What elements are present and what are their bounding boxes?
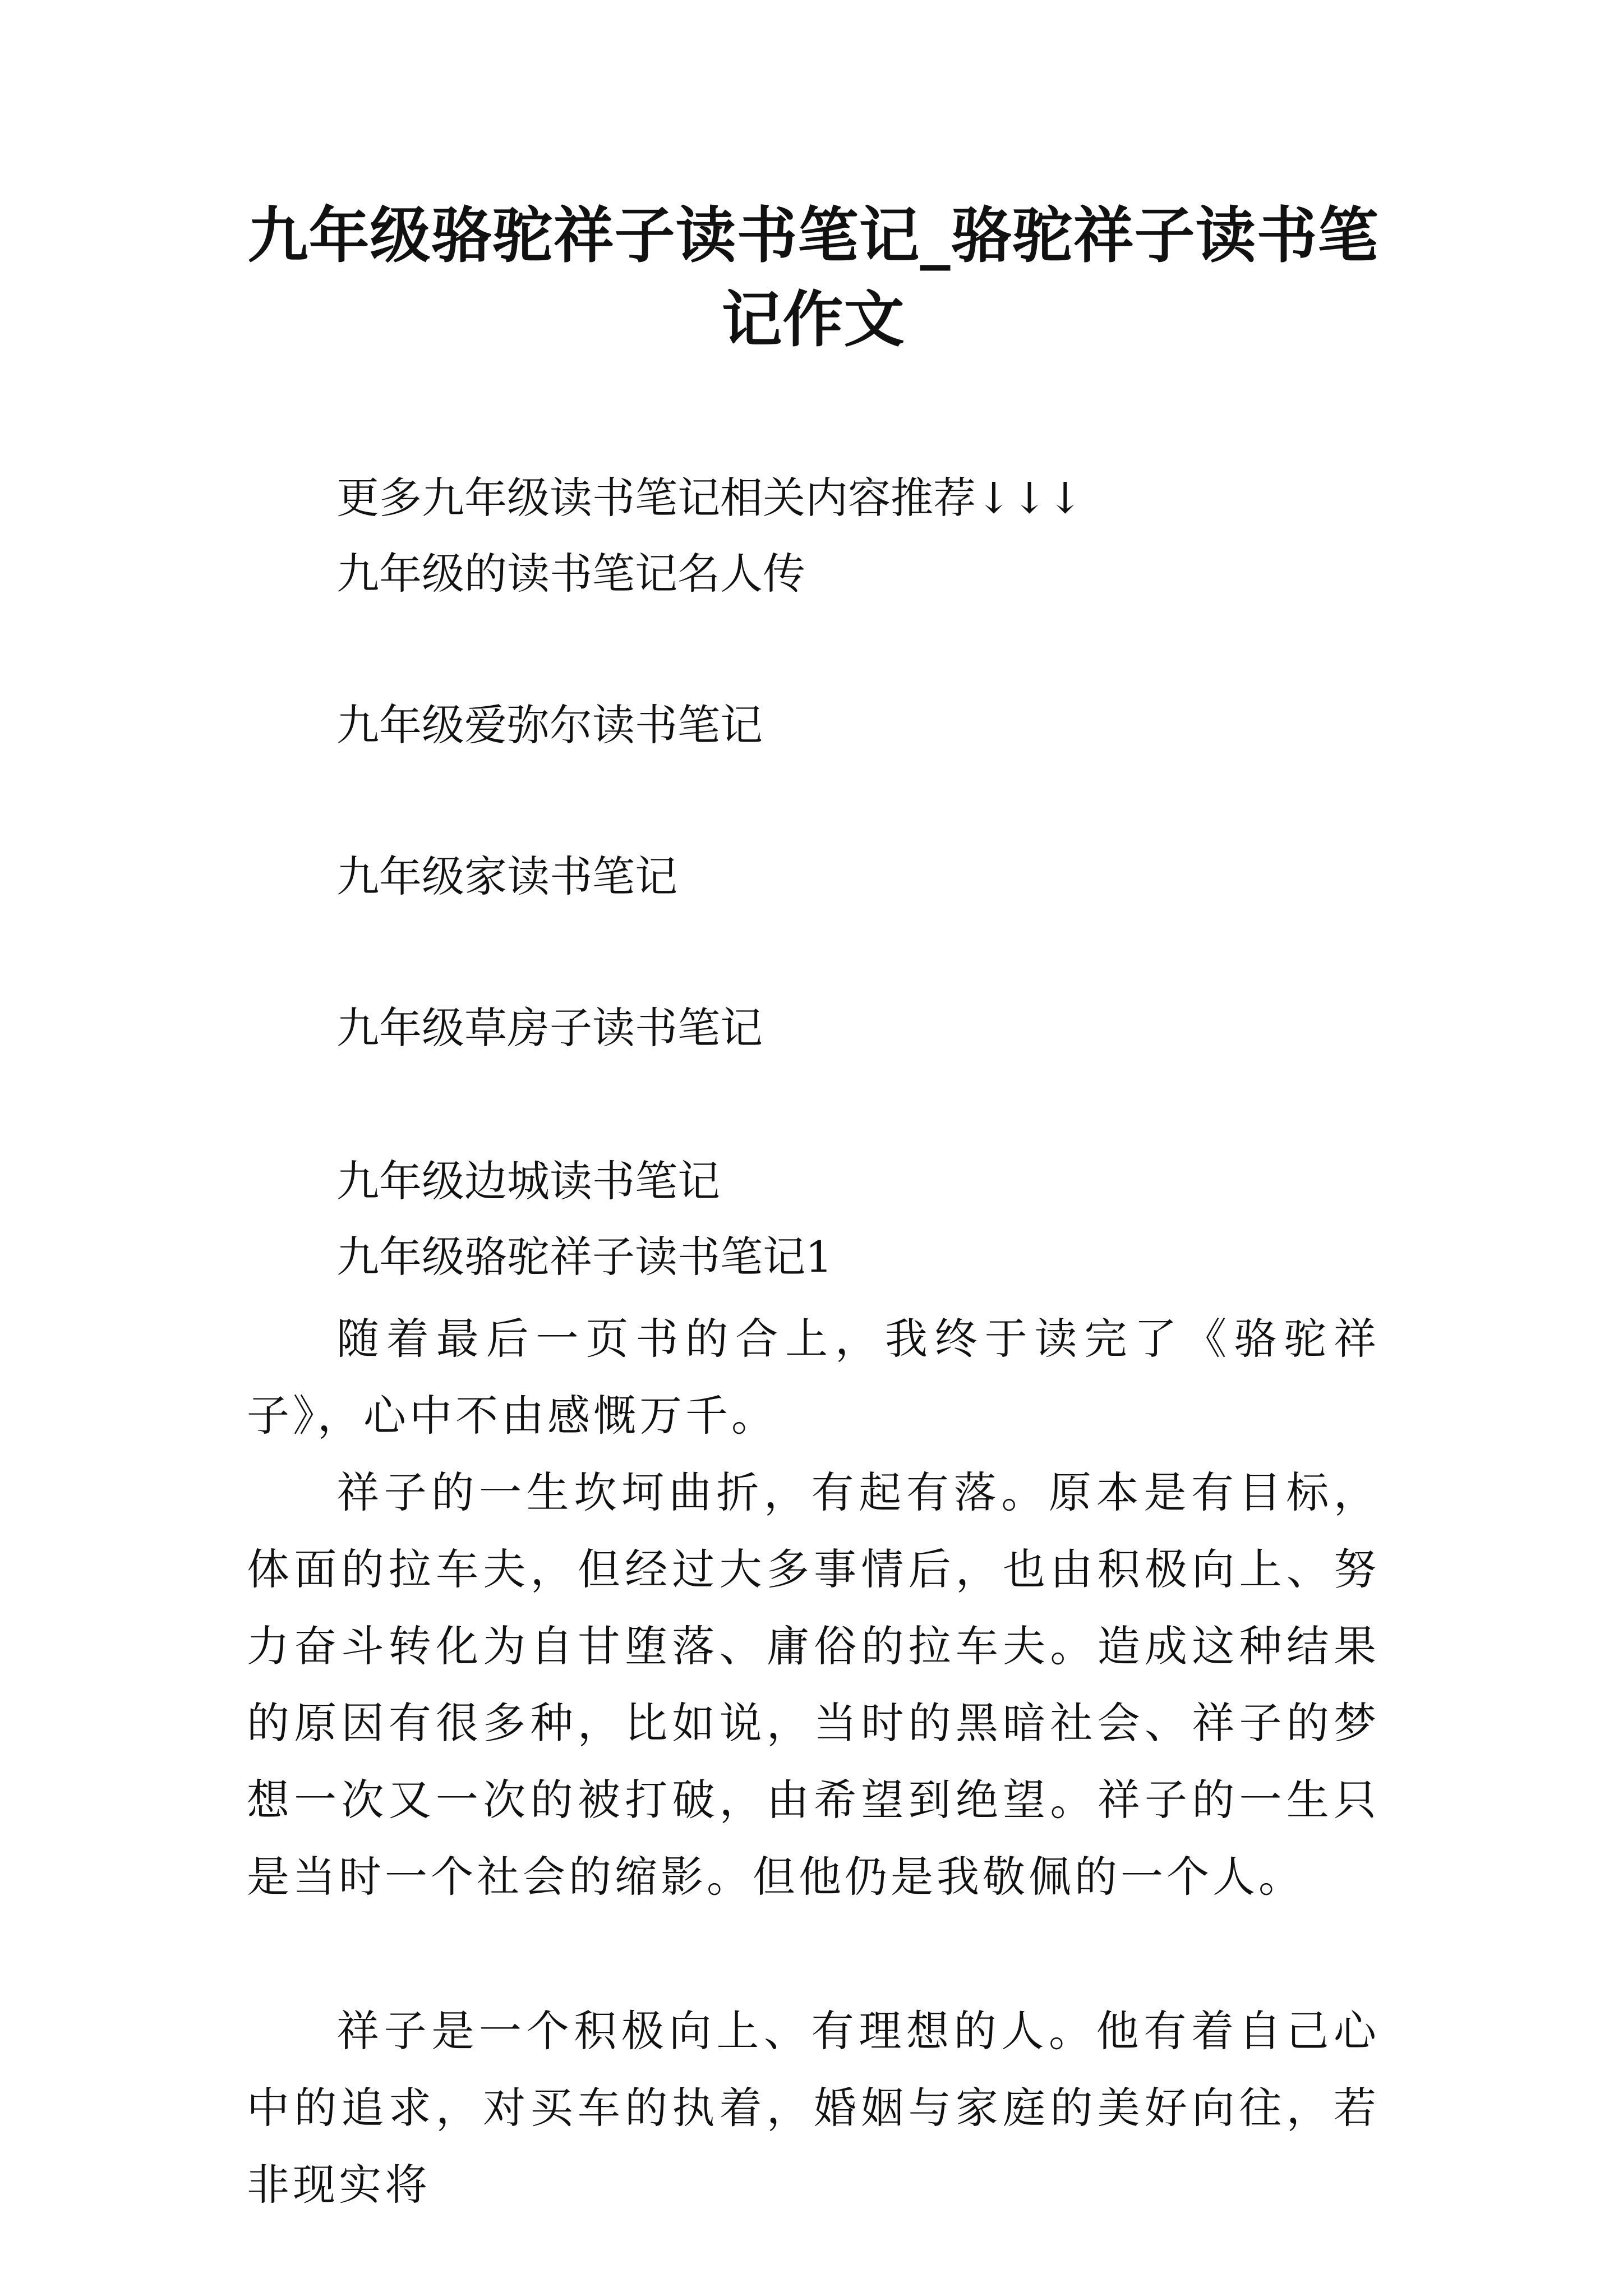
related-link-2[interactable]: 九年级爱弥尔读书笔记: [336, 700, 763, 750]
section-heading: 九年级骆驼祥子读书笔记1: [336, 1232, 833, 1282]
related-link-4[interactable]: 九年级草房子读书笔记: [336, 1003, 763, 1053]
recommend-heading: 更多九年级读书笔记相关内容推荐↓↓↓: [336, 473, 1083, 523]
body-paragraph: 祥子是一个积极向上、有理想的人。他有着自己心中的追求，对买车的执着，婚姻与家庭的美好向往，若非现实将: [247, 2006, 1380, 2210]
body-paragraph: 随着最后一页书的合上，我终于读完了《骆驼祥子》，心中不由感慨万千。: [247, 1314, 1380, 1441]
related-link-5[interactable]: 九年级边城读书笔记: [336, 1156, 720, 1206]
document-title: 九年级骆驼祥子读书笔记_骆驼祥子读书笔记作文: [247, 200, 1379, 355]
body-paragraph: 祥子的一生坎坷曲折，有起有落。原本是有目标，体面的拉车夫，但经过大多事情后，也由积极向上、努力奋斗转化为自甘堕落、庸俗的拉车夫。造成这种结果的原因有很多种，比如说，当时的黑暗社会、祥子的梦想一次又一次的被打破，由希望到绝望。祥子的一生只是当时一个社会的缩影。但他仍是我敬佩的一个人。: [247, 1467, 1380, 1902]
related-link-3[interactable]: 九年级家读书笔记: [336, 852, 677, 901]
related-link-1[interactable]: 九年级的读书笔记名人传: [336, 549, 805, 599]
